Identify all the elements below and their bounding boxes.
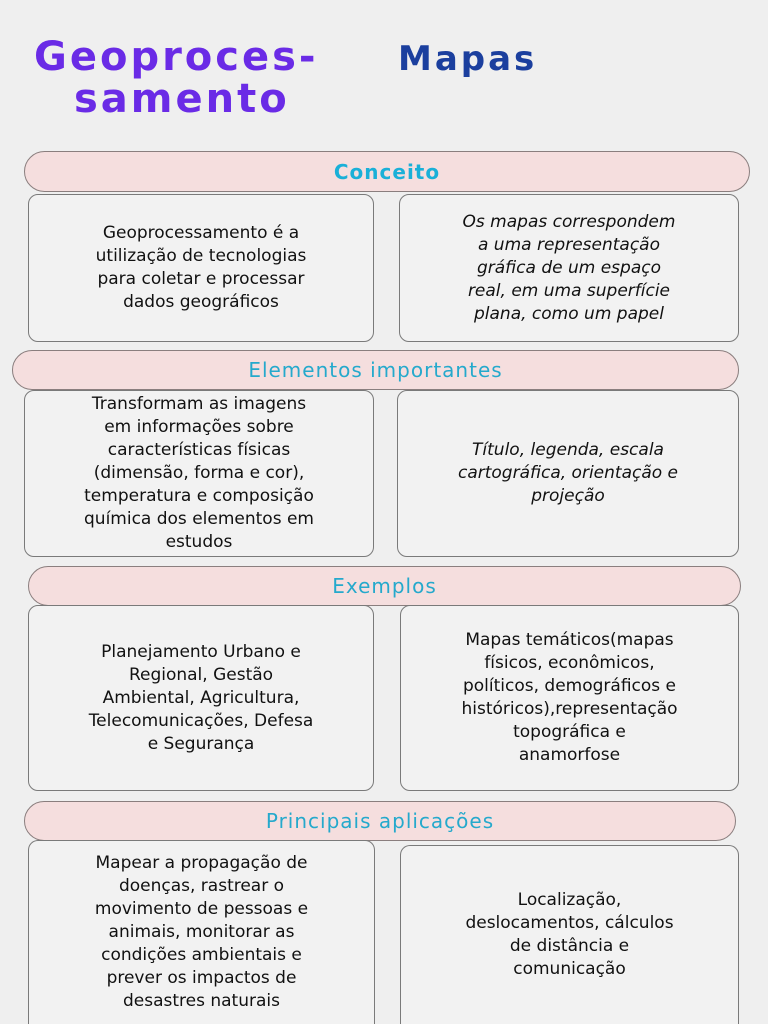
card-text: Mapear a propagação de doenças, rastrear o movimento de pessoas e animais, monitorar as condições ambientais e prever os impactos de desastres naturais [94, 853, 309, 1011]
heading-principais-aplicacoes: Principais aplicações [24, 801, 736, 841]
title-line-2: samento [74, 76, 290, 122]
card-text: Mapas temáticos(mapas físicos, econômicos, políticos, demográficos e históricos),representação topográfica e anamorfose [461, 630, 678, 765]
card-mapas-exemplos [400, 605, 739, 791]
card-mapas-aplicacoes [400, 845, 739, 1024]
card-mapas-elementos [397, 390, 739, 557]
card-geoprocessamento-elementos [24, 390, 374, 557]
title-mapas: Mapas [398, 39, 538, 79]
card-geoprocessamento-exemplos [28, 605, 374, 791]
card-text: Geoprocessamento é a utilização de tecnologias para coletar e processar dados geográficos [95, 223, 307, 312]
card-text: Planejamento Urbano e Regional, Gestão Ambiental, Agricultura, Telecomunicações, Defesa e Segurança [88, 641, 314, 754]
card-text: Os mapas correspondem a uma representação gráfica de um espaço real, em uma superfície plana, como um papel [462, 211, 676, 324]
card-geoprocessamento-aplicacoes [28, 840, 375, 1024]
card-mapas-conceito [399, 194, 739, 342]
title-geoprocessamento [34, 36, 319, 120]
card-text: Título, legenda, escala cartográfica, orientação e projeção [457, 440, 679, 506]
heading-elementos-importantes: Elementos importantes [12, 350, 739, 390]
heading-conceito: Conceito [24, 151, 750, 192]
card-text: Localização, deslocamentos, cálculos de distância e comunicação [465, 890, 674, 979]
card-geoprocessamento-conceito [28, 194, 374, 342]
card-text: Transformam as imagens em informações sobre características físicas (dimensão, forma e cor), temperatura e composição química dos elementos em estudos [84, 394, 314, 552]
title-line-1: Geoproces- [34, 34, 319, 80]
heading-exemplos: Exemplos [28, 566, 741, 606]
